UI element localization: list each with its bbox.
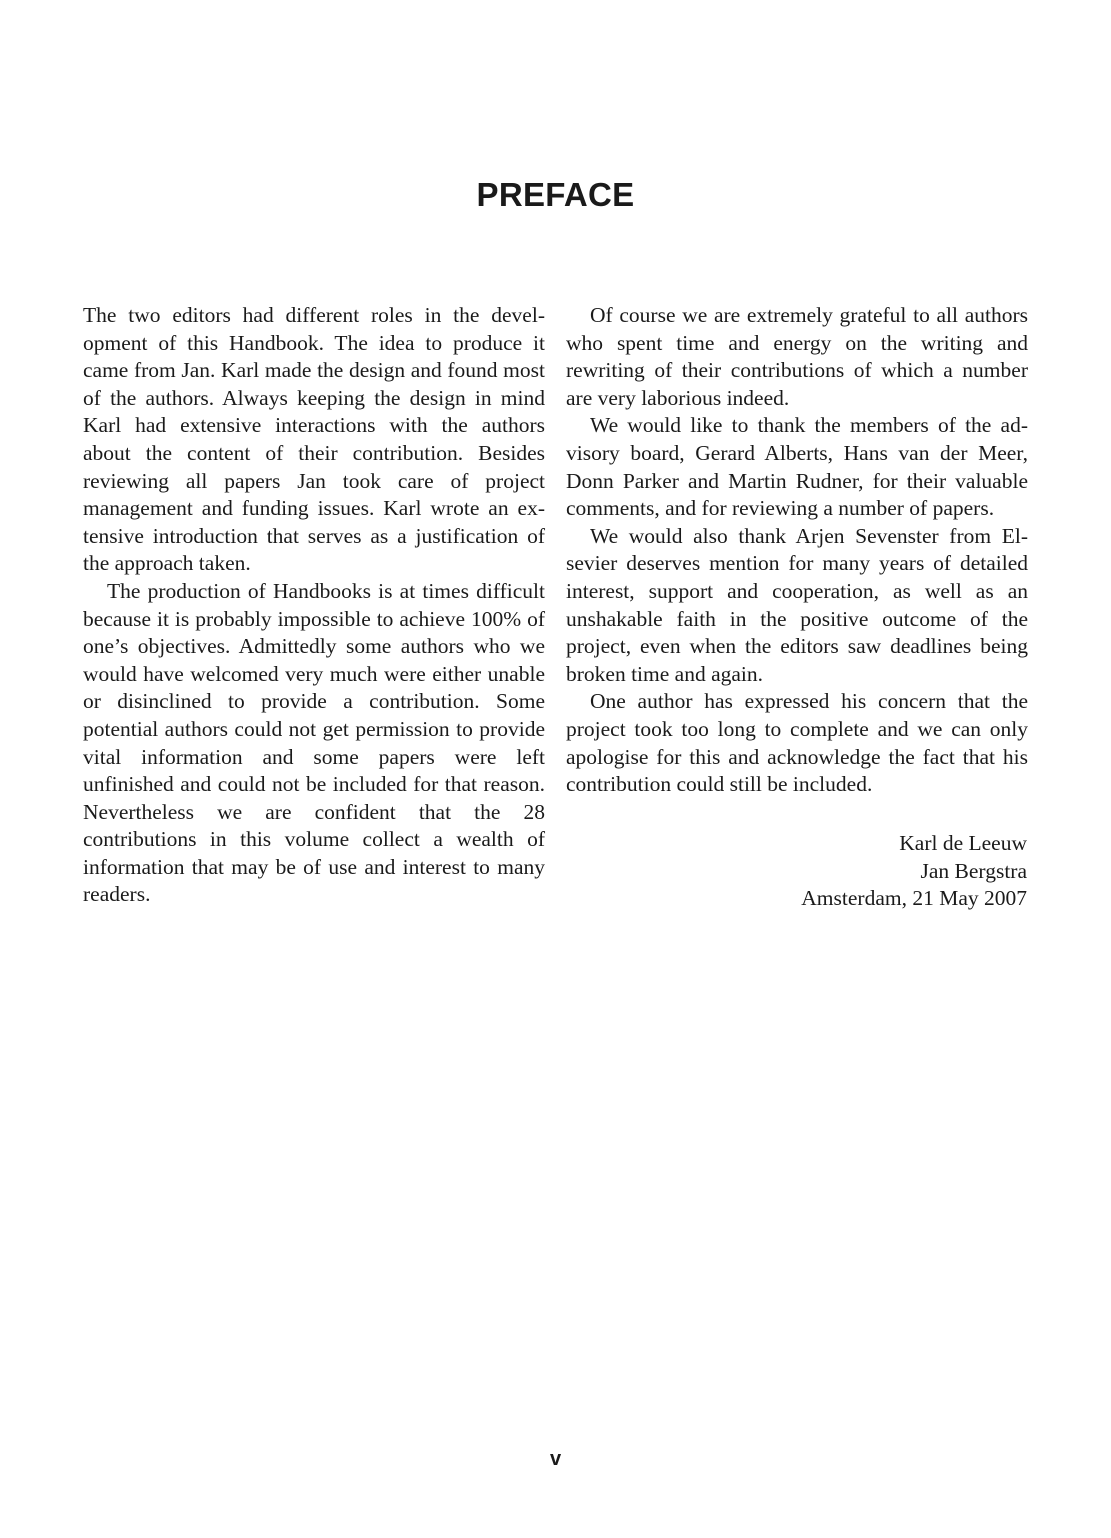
signature-name-jan: Jan Bergstra <box>920 858 1027 883</box>
signature-name-karl: Karl de Leeuw <box>899 831 1027 855</box>
page-number: v <box>549 1448 562 1470</box>
left-column <box>83 302 545 909</box>
page-title: PREFACE <box>476 176 635 213</box>
paragraph-thanks-authors: Of course we are extremely grateful to all authors who spent time and energy on the writing and rewriting of their contributions of which a number are very laborious indeed. <box>566 303 1028 410</box>
paragraph-thanks-advisory-board: We would like to thank the members of the advisory board, Gerard Alberts, Hans van der Meer, Donn Parker and Martin Rudner, for their valuable comments, and for reviewing a number of papers. <box>566 413 1028 521</box>
paragraph-thanks-elsevier: We would also thank Arjen Sevenster from Elsevier deserves mention for many years of detailed interest, support and cooperation, as well as an unshakable faith in the positive outcome of the project, even when the editors saw deadlines being broken time and again. <box>566 523 1028 686</box>
signature-place-date: Amsterdam, 21 May 2007 <box>801 886 1027 911</box>
paragraph-editors-roles: The two editors had different roles in the development of this Handbook. The idea to produce it came from Jan. Karl made the design and found most of the authors. Always keeping the design in mind Karl had extensive interactions with the authors about the content of their contribution. Besides reviewing all papers Jan took care of project management and funding issues. Karl wrote an extensive introduction that serves as a justification of the approach taken. <box>83 303 545 576</box>
paragraph-production-difficulties: The production of Handbooks is at times difficult because it is probably impossible to achieve 100% of one’s objectives. Admittedly some authors who we would have welcomed very much were either unable or disinclined to provide a contribution. Some potential authors could not get permission to provide vital information and some papers were left unfinished and could not be included for that reason. Nevertheless we are confident that the 28 contributions in this volume collect a wealth of information that may be of use and interest to many readers. <box>83 578 545 907</box>
right-column <box>566 302 1028 799</box>
signature-block <box>801 830 1027 913</box>
paragraph-author-concern: One author has expressed his concern that the project took too long to complete and we can only apologise for this and acknowledge the fact that his contribution could still be included. <box>566 689 1028 797</box>
